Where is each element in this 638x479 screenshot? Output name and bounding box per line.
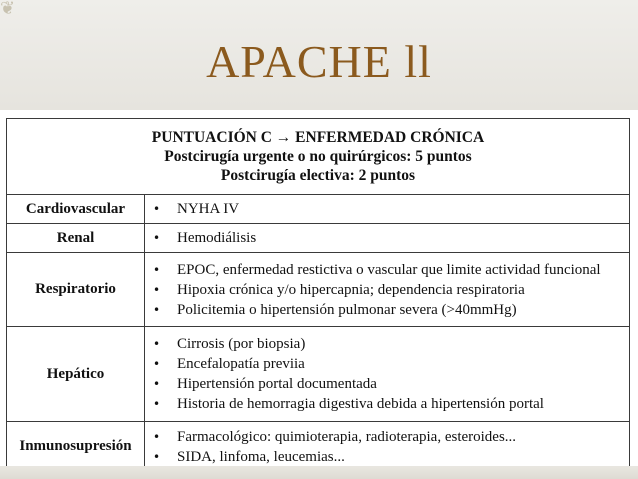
list-item: • SIDA, linfoma, leucemias... xyxy=(153,448,345,465)
items-cell xyxy=(145,422,630,472)
category-renal: Renal xyxy=(7,224,145,253)
list-item: • EPOC, enfermedad restictiva o vascular que limite actividad funcional xyxy=(153,261,601,278)
category-inmunosupresion: Inmunosupresión xyxy=(7,422,145,472)
header-line-2: Postcirugía urgente o no quirúrgicos: 5 puntos xyxy=(164,148,472,166)
slide-footer-band xyxy=(0,466,638,479)
list-item: • Cirrosis (por biopsia) xyxy=(153,336,306,353)
list-item: • Farmacológico: quimioterapia, radioterapia, esteroides... xyxy=(153,428,517,445)
bullet-icon: • xyxy=(153,397,161,412)
table-row xyxy=(7,195,630,224)
chronic-disease-table xyxy=(6,118,630,472)
list-item: • NYHA IV xyxy=(153,201,240,218)
bullet-icon: • xyxy=(153,357,161,372)
category-hepatico: Hepático xyxy=(7,327,145,422)
table-header xyxy=(7,119,630,195)
table-row xyxy=(7,327,630,422)
header-line-3: Postcirugía electiva: 2 puntos xyxy=(220,167,416,185)
bullet-icon: • xyxy=(153,302,161,317)
category-respiratorio: Respiratorio xyxy=(7,253,145,327)
category-cardiovascular: Cardiovascular xyxy=(7,195,145,224)
bullet-icon: • xyxy=(153,429,161,444)
bullet-icon: • xyxy=(153,262,161,277)
list-item: • Historia de hemorragia digestiva debida a hipertensión portal xyxy=(153,396,544,413)
list-item: • Policitemia o hipertensión pulmonar severa (>40mmHg) xyxy=(153,301,517,318)
items-cell xyxy=(145,224,630,253)
bullet-icon: • xyxy=(153,231,161,246)
bullet-icon: • xyxy=(153,377,161,392)
bullet-icon: • xyxy=(153,449,161,464)
bullet-icon: • xyxy=(153,337,161,352)
ornament-icon: ❦ xyxy=(0,0,16,19)
list-item: • Hipertensión portal documentada xyxy=(153,376,377,393)
bullet-icon: • xyxy=(153,202,161,217)
items-cell xyxy=(145,253,630,327)
bullet-icon: • xyxy=(153,282,161,297)
items-cell xyxy=(145,195,630,224)
slide-title: APACHE ll xyxy=(206,36,432,87)
table-header-row xyxy=(7,119,630,195)
table-row xyxy=(7,253,630,327)
table-row xyxy=(7,224,630,253)
items-cell xyxy=(145,327,630,422)
header-line-1: PUNTUACIÓN C → ENFERMEDAD CRÓNICA xyxy=(151,129,485,147)
list-item: • Encefalopatía previia xyxy=(153,356,305,373)
slide-header xyxy=(0,0,638,110)
table-row xyxy=(7,422,630,472)
list-item: • Hemodiálisis xyxy=(153,230,257,247)
list-item: • Hipoxia crónica y/o hipercapnia; dependencia respiratoria xyxy=(153,281,525,298)
